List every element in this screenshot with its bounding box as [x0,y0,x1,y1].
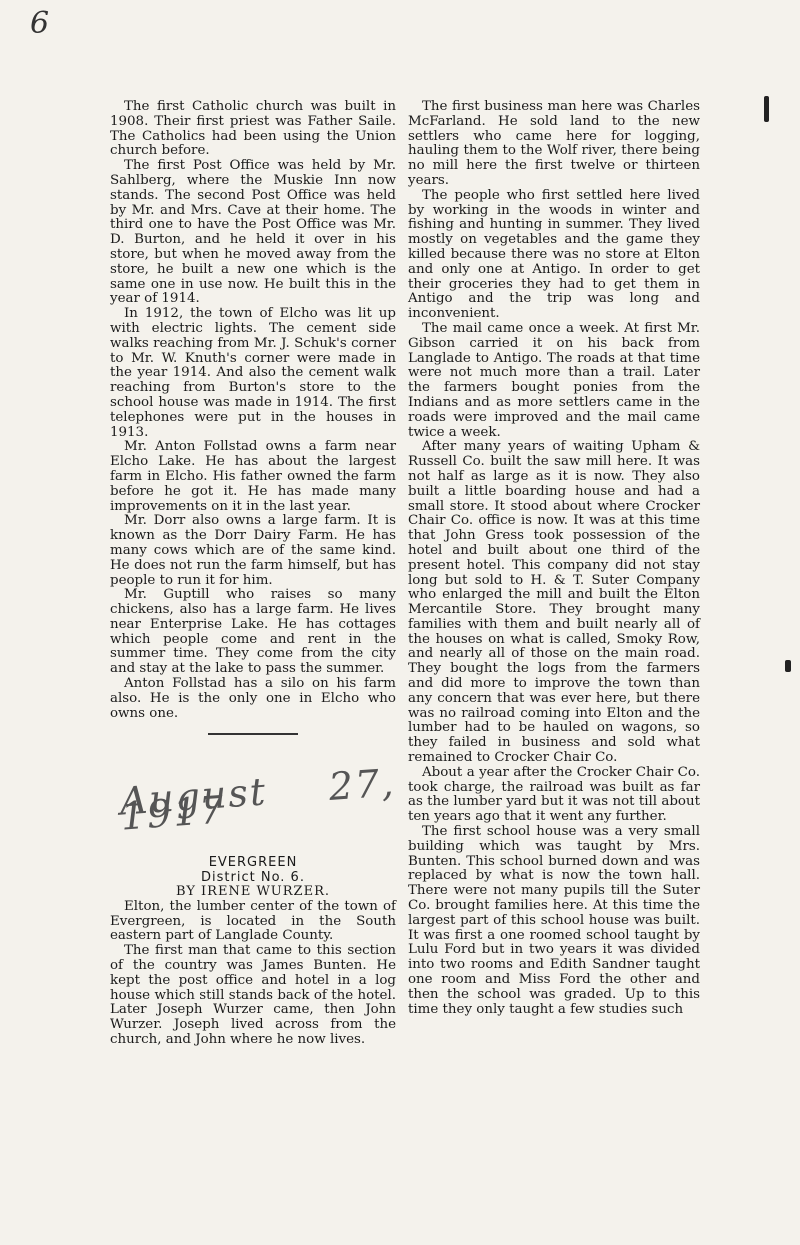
paragraph: Mr. Dorr also owns a large farm. It is known as the Dorr Dairy Farm. He has many cows which are of the same kind. He does not run the farm himself, but has people to run it for him. [110,513,396,588]
page-number: 6 [30,6,50,41]
paragraph: In 1912, the town of Elcho was lit up with electric lights. The cement side walks reaching from Mr. J. Schuk's corner to Mr. W. Knuth's corner were made in the year 1914. And also the cement walk reaching from Burton's store to the school house was made in 1914. The first telephones were put in the houses in 1913. [110,306,396,440]
article-title: EVERGREEN [208,855,298,871]
paragraph: Mr. Anton Follstad owns a farm near Elcho Lake. He has about the largest farm in Elcho. His father owned the farm before he got it. He has made many improvements on it in the last year. [110,439,396,514]
paragraph: The mail came once a week. At first Mr. Gibson carried it on his back from Langlade to Antigo. The roads at that time were not much more than a trail. Later the farmers bought ponies from the Indians and as more settlers came in the roads were improved and the mail came twice a week. [408,320,700,440]
paragraph: The first business man here was Charles McFarland. He sold land to the new settlers who came here for logging, hauling them to the Wolf river, there being no mill here the first twelve or thirteen years. [408,99,700,188]
paragraph: Elton, the lumber center of the town of Evergreen, is located in the South eastern part of Langlade County. [110,898,396,944]
paragraph: The first school house was a very small building which was taught by Mrs. Bunten. This school burned down and was replaced by what is now the town hall. There were not many pupils till the Suter Co. brought families here. At this time the largest part of this school house was built. It was first a one roomed school taught by Lulu Ford but in two years it was divided into two rooms and Edith Sandner taught one room and Miss Ford the other and then the school was graded. Up to this time they only taught a few studies such [408,824,700,1017]
paragraph: The first Catholic church was built in 1908. Their first priest was Father Saile. The Catholics had been using the Union church before. [110,99,396,159]
article-byline: BY IRENE WURZER. [176,884,330,900]
handwritten-date: August 27, 1917 [118,760,397,839]
paragraph: The people who first settled here lived by working in the woods in winter and fishing and hunting in summer. They lived mostly on vegetables and the game they killed because there was no store at Elton and only one at Antigo. In order to get their groceries they had to get them in Antigo and the trip was long and inconvenient. [408,187,700,322]
paragraph: Anton Follstad has a silo on his farm also. He is the only one in Elcho who owns one. [110,676,396,721]
right-column [408,100,700,1017]
paragraph: Mr. Guptill who raises so many chickens, also has a large farm. He lives near Enterprise Lake. He has cottages which people come and rent in the summer time. They come from the city and stay at the lake to pass the summer. [110,587,396,677]
paragraph: The first Post Office was held by Mr. Sahlberg, where the Muskie Inn now stands. The second Post Office was held by Mr. and Mrs. Cave at their home. The third one to have the Post Office was Mr. D. Burton, and he held it over in his store, but when he moved away from the store, he built a new one which is the same one in use now. He built this in the year of 1914. [110,158,396,307]
left-column [110,100,396,1048]
article-subtitle: District No. 6. [201,870,305,886]
margin-ink-mark [785,660,791,672]
paragraph: The first man that came to this section of the country was James Bunten. He kept the post office and hotel in a log house which still stands back of the hotel. Later Joseph Wurzer came, then John Wurzer. Joseph lived across from the church, and John where he now lives. [110,943,396,1048]
margin-ink-mark [764,96,769,122]
paragraph: About a year after the Crocker Chair Co. took charge, the railroad was built as far as the lumber yard but it was not till about ten years ago that it went any further. [408,764,700,825]
section-divider [208,733,298,735]
paragraph: After many years of waiting Upham & Russell Co. built the saw mill here. It was not half as large as it is now. They also built a little boarding house and had a small store. It stood about where Crocker Chair Co. office is now. It was at this time that John Gress took possession of the hotel and built about one third of the present hotel. This company did not stay long but sold to H. & T. Suter Company who enlarged the mill and built the Elton Mercantile Store. They brought many families with them and built nearly all of the houses on what is called, Smoky Row, and nearly all of those on the main road. They bought the logs from the farmers and did more to improve the town than any concern that was ever here, but there was no railroad coming into Elton and the lumber had to be hauled on wagons, so they failed in business and sold what remained to Crocker Chair Co. [408,439,700,766]
